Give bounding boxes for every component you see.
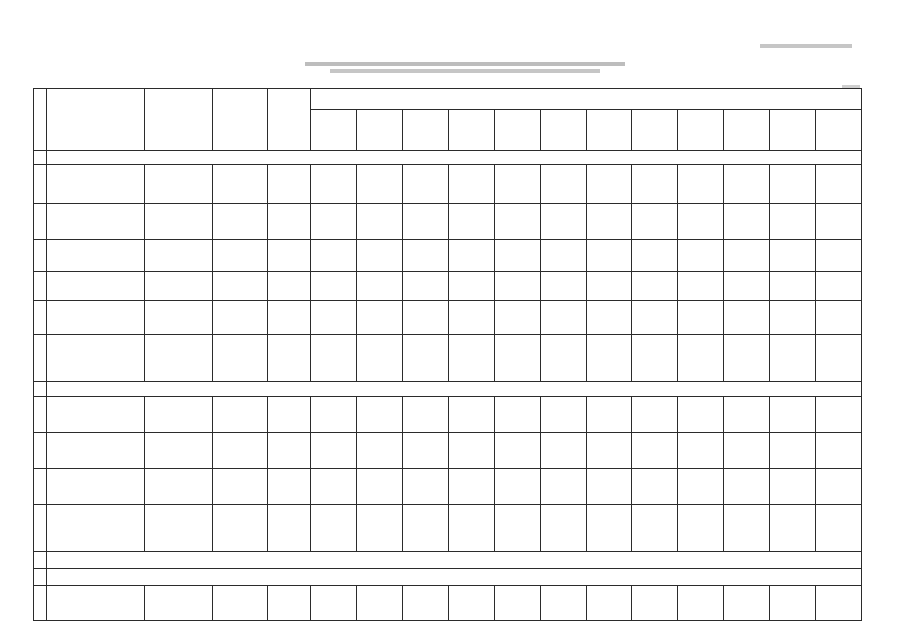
table-cell [770,585,816,620]
table-cell [448,396,494,432]
table-cell [540,301,586,335]
table-cell [586,469,632,505]
table-cell [267,505,311,552]
table-cell [586,505,632,552]
table-cell [145,271,213,301]
header-year-cell [448,110,494,150]
table-cell [47,271,145,301]
table-cell [34,469,47,505]
table-cell [47,239,145,271]
table-cell [494,203,540,239]
table-cell [311,432,357,468]
table-cell [357,203,403,239]
table-cell [586,301,632,335]
header-year-cell [311,110,357,150]
table-cell [267,469,311,505]
table-cell [267,335,311,382]
table-cell [770,203,816,239]
table-cell [448,271,494,301]
table-row [34,239,862,271]
table-cell [145,505,213,552]
table-cell [145,432,213,468]
table-cell [815,301,861,335]
table-cell [47,301,145,335]
table-cell [403,585,449,620]
table-cell [311,585,357,620]
table-cell [213,335,268,382]
table-cell [47,469,145,505]
table-row [34,432,862,468]
table-cell [34,239,47,271]
table-cell [632,505,678,552]
table-cell [632,165,678,203]
header-year-cell [770,110,816,150]
table-cell [34,432,47,468]
table-cell [34,150,47,165]
table-cell [145,203,213,239]
table-cell [678,203,724,239]
section-band-row [34,382,862,397]
table-cell [145,396,213,432]
section-band-row [34,568,862,585]
table-cell [213,505,268,552]
table-cell [213,203,268,239]
header-year-cell [678,110,724,150]
appendix-reference-placeholder [760,44,852,48]
table-cell [311,469,357,505]
table-cell [494,165,540,203]
table-cell [267,239,311,271]
table-cell [213,432,268,468]
table-cell [357,165,403,203]
table-cell [34,505,47,552]
header-cell-participants [213,89,268,151]
table-cell [586,335,632,382]
table-cell [540,585,586,620]
table-cell [403,271,449,301]
table-cell [724,505,770,552]
table-cell [494,335,540,382]
table-cell [145,239,213,271]
table-header-row [34,89,862,110]
table-cell [724,271,770,301]
table-cell [540,396,586,432]
table-cell [357,271,403,301]
table-cell [311,505,357,552]
table-cell [724,203,770,239]
table-cell [311,271,357,301]
title-placeholder [305,62,625,66]
table-row [34,505,862,552]
table-cell [494,505,540,552]
table-cell [357,505,403,552]
table-cell [403,301,449,335]
table-cell [47,203,145,239]
table-cell [540,505,586,552]
table-row [34,165,862,203]
table-cell [357,432,403,468]
table-cell [213,469,268,505]
table-cell [815,239,861,271]
table-cell [311,239,357,271]
table-cell [586,165,632,203]
table-cell [632,271,678,301]
header-year-cell [357,110,403,150]
table-cell [145,165,213,203]
table-cell [724,396,770,432]
table-cell [311,203,357,239]
table-cell [145,585,213,620]
table-cell [678,396,724,432]
table-cell [494,239,540,271]
table-cell [724,301,770,335]
table-row [34,396,862,432]
table-cell [494,585,540,620]
table-cell [632,301,678,335]
table-cell [34,382,47,397]
table-cell [815,585,861,620]
table-cell [540,335,586,382]
table-cell [632,396,678,432]
table-cell [34,335,47,382]
table-cell [724,585,770,620]
table-cell [632,432,678,468]
table-row [34,271,862,301]
table-cell [586,239,632,271]
indicator-table [33,88,862,621]
table-cell [678,469,724,505]
table-cell [267,585,311,620]
table-cell [448,239,494,271]
header-year-cell [724,110,770,150]
table-cell [448,505,494,552]
table-cell [34,203,47,239]
table-cell [357,239,403,271]
table-cell [815,165,861,203]
header-year-cell [586,110,632,150]
table-cell [770,469,816,505]
section-band-cell [47,382,862,397]
table-cell [448,335,494,382]
table-cell [770,505,816,552]
table-cell [815,203,861,239]
table-cell [678,301,724,335]
table-cell [34,271,47,301]
table-cell [448,469,494,505]
table-cell [632,203,678,239]
table-cell [586,203,632,239]
table-cell [494,432,540,468]
table-cell [724,335,770,382]
table-cell [770,165,816,203]
table-cell [815,396,861,432]
table-cell [34,585,47,620]
table-cell [47,432,145,468]
table-cell [632,335,678,382]
table-cell [815,271,861,301]
table-cell [403,335,449,382]
table-cell [770,432,816,468]
table-cell [678,271,724,301]
table-cell [34,551,47,568]
table-cell [678,505,724,552]
section-band-cell [47,551,862,568]
table-cell [34,396,47,432]
table-cell [267,396,311,432]
table-cell [540,432,586,468]
table-cell [540,165,586,203]
table-cell [448,432,494,468]
table-cell [403,239,449,271]
header-cell-values-group [311,89,862,110]
table-row [34,335,862,382]
table-cell [267,301,311,335]
table-cell [213,271,268,301]
table-cell [267,271,311,301]
table-cell [540,271,586,301]
table-cell [678,585,724,620]
table-cell [403,432,449,468]
table-cell [540,239,586,271]
section-band-row [34,150,862,165]
table-cell [770,396,816,432]
table-cell [494,301,540,335]
table-cell [815,505,861,552]
table-cell [357,396,403,432]
table-cell [34,165,47,203]
header-cell-responsible [145,89,213,151]
table-cell [678,239,724,271]
table-cell [403,469,449,505]
table-cell [213,301,268,335]
table-cell [267,165,311,203]
table-cell [586,432,632,468]
table-row [34,203,862,239]
table-cell [815,432,861,468]
table-cell [267,203,311,239]
table-cell [724,239,770,271]
section-band-row [34,551,862,568]
table-cell [448,301,494,335]
table-cell [403,396,449,432]
table-cell [403,203,449,239]
table-cell [47,335,145,382]
table-cell [47,585,145,620]
table-cell [213,585,268,620]
table-cell [311,165,357,203]
table-cell [724,165,770,203]
table-cell [403,505,449,552]
section-band-cell [47,150,862,165]
header-year-cell [815,110,861,150]
table-cell [724,469,770,505]
table-cell [586,396,632,432]
table-cell [34,301,47,335]
subtitle-placeholder [330,69,600,73]
table-cell [34,568,47,585]
table-row [34,469,862,505]
table-cell [815,335,861,382]
table-cell [311,301,357,335]
table-cell [47,396,145,432]
table-row [34,585,862,620]
table-cell [213,396,268,432]
table-cell [724,432,770,468]
section-band-cell [47,568,862,585]
header-cell-indicator-name [47,89,145,151]
table-cell [678,165,724,203]
table-cell [145,469,213,505]
table-cell [632,239,678,271]
table-cell [357,469,403,505]
table-cell [678,432,724,468]
table-cell [47,165,145,203]
header-year-cell [632,110,678,150]
table-cell [632,585,678,620]
table-cell [448,585,494,620]
header-year-cell [494,110,540,150]
table-cell [494,271,540,301]
table-cell [357,585,403,620]
table-cell [145,335,213,382]
table-cell [586,585,632,620]
table-cell [213,239,268,271]
table-cell [586,271,632,301]
table-cell [448,165,494,203]
table-cell [494,396,540,432]
table-cell [632,469,678,505]
table-cell [357,301,403,335]
table-cell [47,505,145,552]
header-cell-unit [267,89,311,151]
table-cell [213,165,268,203]
table-cell [494,469,540,505]
table-cell [770,271,816,301]
table-cell [267,432,311,468]
table-cell [403,165,449,203]
table-cell [357,335,403,382]
table-cell [770,301,816,335]
table-cell [448,203,494,239]
table-cell [540,203,586,239]
table-cell [770,239,816,271]
table-cell [311,396,357,432]
header-year-cell [540,110,586,150]
header-year-cell [403,110,449,150]
table-cell [678,335,724,382]
table-cell [540,469,586,505]
header-cell-number [34,89,47,151]
table-cell [770,335,816,382]
table-row [34,301,862,335]
table-cell [145,301,213,335]
table-cell [815,469,861,505]
table-cell [311,335,357,382]
